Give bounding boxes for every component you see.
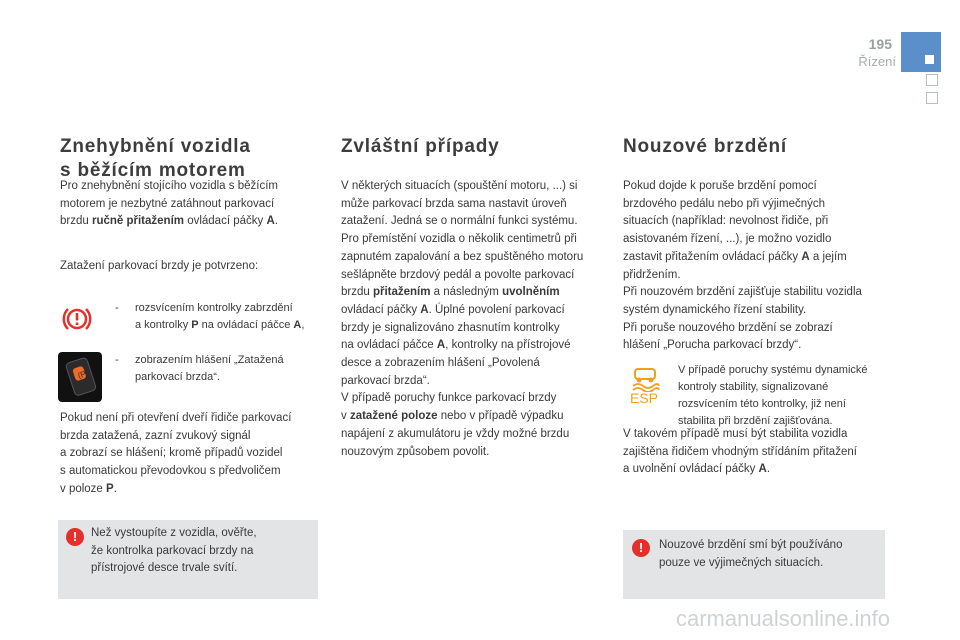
note-line: přístrojové desce trvale svítí. [91, 562, 238, 574]
col2-line: sešlápněte brzdový pedál a povolte parkovací [341, 268, 575, 281]
chapter-tab-empty-2[interactable] [926, 92, 938, 104]
col3-line: asistovaném řízení, ...), je možno vozidlo [623, 233, 832, 246]
esp-text [678, 362, 893, 430]
col3-note-text [659, 537, 842, 572]
col3-after-line: zajištěna řidičem vhodným střídáním přitažení [623, 445, 857, 458]
col2-line: nouzovým způsobem povolit. [341, 445, 490, 458]
bullet-line: zobrazením hlášení „Zatažená [135, 354, 284, 366]
col2-line: V případě poruchy funkce parkovací brzdy [341, 392, 557, 405]
chapter-tab[interactable] [901, 32, 941, 72]
esp-line: rozsvícením této kontrolky, již není [678, 398, 846, 410]
col1-door-line: s automatickou převodovkou s předvoličem [60, 465, 281, 478]
bullet-warning-light [115, 300, 305, 334]
bullet-dash: - [115, 354, 119, 366]
col3-after-text [623, 426, 893, 479]
col1-confirm: Zatažení parkovací brzdy je potvrzeno: [60, 260, 259, 272]
col2-line: parkovací brzda“. [341, 374, 430, 387]
col3-line: systém dynamického řízení stability. [623, 303, 807, 316]
col1-door-line: Pokud není při otevření dveří řidiče parkovací [60, 412, 292, 424]
col2-line: desce a zobrazením hlášení „Povolená [341, 357, 540, 370]
col2-line: napájení z akumulátoru je vždy možné brzdu [341, 427, 570, 440]
parking-brake-lever-icon [58, 352, 102, 402]
col3-line: přidržením. [623, 268, 681, 281]
col3-after-line: V takovém případě musí být stabilita vozidla [623, 428, 848, 440]
col3-line: hlášení „Porucha parkovací brzdy“. [623, 339, 802, 352]
col2-line: zatažení. Jedná se o normální funkci systému. [341, 215, 578, 228]
col3-after-line: a uvolnění ovládací páčky A. [623, 463, 771, 476]
warning-icon: ! [632, 539, 650, 557]
col3-title: Nouzové brzdění [623, 136, 788, 157]
esp-line: kontroly stability, signalizované [678, 381, 829, 393]
chapter-tab-marker [925, 55, 934, 64]
col2-line: zapnutém zapalování a bez spuštěného motoru [341, 250, 584, 263]
watermark: carmanualsonline.info [676, 606, 891, 631]
brake-warning-icon [62, 304, 92, 334]
col3-line: brzdového pedálu nebo při výjimečných [623, 197, 826, 210]
svg-text:(P): (P) [76, 368, 90, 381]
bullet-dash: - [115, 302, 119, 314]
col3-line: Při poruše nouzového brzdění se zobrazí [623, 321, 833, 334]
col3-text [623, 178, 888, 355]
col1-title-line2: s běžícím motorem [60, 160, 246, 181]
col3-line: zastavit přitažením ovládací páčky A a jejím [623, 250, 847, 263]
col2-line: brzdy je signalizováno zhasnutím kontrolky [341, 321, 560, 334]
col2-title: Zvláštní případy [341, 136, 500, 157]
bullet-line: rozsvícením kontrolky zabrzdění [135, 302, 293, 314]
page-number: 195 [868, 36, 892, 52]
col1-intro [60, 178, 300, 231]
col2-line: v zatažené poloze nebo v případě výpadku [341, 410, 564, 423]
warning-icon: ! [66, 528, 84, 546]
note-line: Než vystoupíte z vozidla, ověřte, [91, 527, 257, 539]
col1-door-line: v poloze P. [60, 482, 117, 495]
col3-line: Při nouzovém brzdění zajišťuje stabilitu vozidla [623, 286, 862, 299]
bullet-line: parkovací brzda“. [135, 371, 220, 383]
col1-title-line1: Znehybnění vozidla [60, 136, 251, 157]
col2-line: Pro přemístění vozidla o několik centimetrů při [341, 233, 577, 246]
col1-intro-line: Pro znehybnění stojícího vozidla s běžícím [60, 180, 278, 192]
note-line: že kontrolka parkovací brzdy na [91, 544, 254, 557]
col1-door-line: brzda zatažená, zazní zvukový signál [60, 429, 251, 442]
col2-line: ovládací páčky A. Úplné povolení parkovací [341, 303, 565, 316]
col1-intro-line: brzdu ručně přitažením ovládací páčky A. [60, 215, 278, 228]
col2-line: na ovládací páčce A, kontrolky na přístrojové [341, 339, 571, 352]
col2-line: V některých situacích (spouštění motoru, ...) si [341, 180, 578, 192]
col1-door-text [60, 410, 310, 499]
esp-line: V případě poruchy systému dynamické [678, 364, 868, 376]
bullet-message [115, 352, 305, 386]
col2-line: brzdu přitažením a následným uvolněním [341, 286, 560, 299]
col1-note-text [91, 525, 257, 578]
bullet-line: a kontrolky P na ovládací páčce A, [135, 319, 305, 331]
note-line: Nouzové brzdění smí být používáno [659, 539, 843, 551]
col3-line: Pokud dojde k poruše brzdění pomocí [623, 180, 817, 192]
col1-door-line: a zobrazí se hlášení; kromě případů vozidel [60, 447, 283, 460]
chapter-tab-empty-1[interactable] [926, 74, 938, 86]
col3-line: situacích (například: nevolnost řidiče, při [623, 215, 829, 228]
col1-title [60, 135, 251, 183]
col1-intro-line: motorem je nezbytné zatáhnout parkovací [60, 197, 275, 210]
esp-line: stabilita při brzdění zajišťována. [678, 415, 833, 427]
col2-line: může parkovací brzda sama nastavit úroveň [341, 197, 567, 210]
note-line: pouze ve výjimečných situacích. [659, 556, 824, 569]
section-name: Řízení [858, 54, 896, 69]
esp-warning-icon [628, 366, 662, 410]
col2-text [341, 178, 611, 461]
esp-label: ESP [630, 390, 659, 406]
